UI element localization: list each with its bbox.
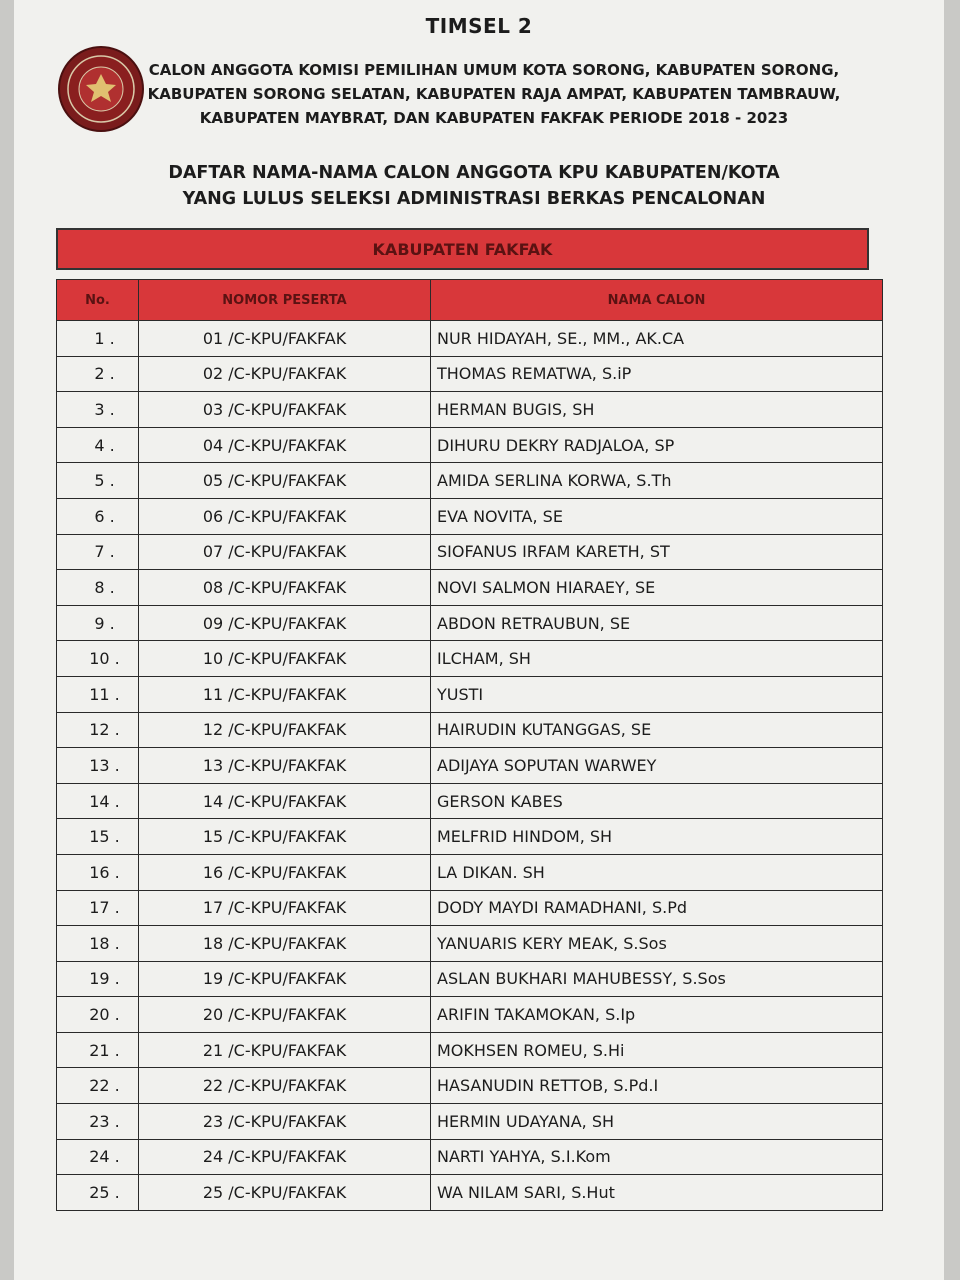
- table-row: [57, 321, 883, 357]
- row-number: 7 .: [57, 534, 139, 570]
- table-row: [57, 926, 883, 962]
- table-row: [57, 498, 883, 534]
- table-row: [57, 641, 883, 677]
- participant-number: 18 /C-KPU/FAKFAK: [139, 926, 431, 962]
- row-number: 5 .: [57, 463, 139, 499]
- candidate-name: LA DIKAN. SH: [431, 854, 883, 890]
- candidate-name: YANUARIS KERY MEAK, S.Sos: [431, 926, 883, 962]
- region-banner: KABUPATEN FAKFAK: [56, 228, 869, 270]
- row-number: 13 .: [57, 748, 139, 784]
- candidate-name: HERMAN BUGIS, SH: [431, 392, 883, 428]
- participant-number: 09 /C-KPU/FAKFAK: [139, 605, 431, 641]
- header-line: CALON ANGGOTA KOMISI PEMILIHAN UMUM KOTA SORONG, KABUPATEN SORONG,: [148, 61, 840, 79]
- row-number: 16 .: [57, 854, 139, 890]
- table-row: [57, 676, 883, 712]
- candidate-name: DIHURU DEKRY RADJALOA, SP: [431, 427, 883, 463]
- table-row: [57, 783, 883, 819]
- participant-number: 24 /C-KPU/FAKFAK: [139, 1139, 431, 1175]
- row-number: 10 .: [57, 641, 139, 677]
- participant-number: 23 /C-KPU/FAKFAK: [139, 1104, 431, 1140]
- participant-number: 06 /C-KPU/FAKFAK: [139, 498, 431, 534]
- list-title: [74, 160, 874, 212]
- row-number: 24 .: [57, 1139, 139, 1175]
- row-number: 9 .: [57, 605, 139, 641]
- column-header-nama-calon: NAMA CALON: [431, 280, 883, 321]
- table-row: [57, 463, 883, 499]
- table-row: [57, 712, 883, 748]
- document-label: TIMSEL 2: [425, 14, 533, 38]
- row-number: 3 .: [57, 392, 139, 428]
- participant-number: 14 /C-KPU/FAKFAK: [139, 783, 431, 819]
- row-number: 19 .: [57, 961, 139, 997]
- title-line: DAFTAR NAMA-NAMA CALON ANGGOTA KPU KABUPATEN/KOTA: [168, 163, 780, 183]
- document-page: [14, 0, 944, 1280]
- candidate-name: NARTI YAHYA, S.I.Kom: [431, 1139, 883, 1175]
- row-number: 2 .: [57, 356, 139, 392]
- candidate-name: ASLAN BUKHARI MAHUBESSY, S.Sos: [431, 961, 883, 997]
- title-line: YANG LULUS SELEKSI ADMINISTRASI BERKAS PENCALONAN: [182, 189, 766, 209]
- candidate-name: ABDON RETRAUBUN, SE: [431, 605, 883, 641]
- participant-number: 16 /C-KPU/FAKFAK: [139, 854, 431, 890]
- table-row: [57, 890, 883, 926]
- participant-number: 17 /C-KPU/FAKFAK: [139, 890, 431, 926]
- row-number: 8 .: [57, 570, 139, 606]
- table-row: [57, 427, 883, 463]
- candidate-name: HASANUDIN RETTOB, S.Pd.I: [431, 1068, 883, 1104]
- candidate-name: THOMAS REMATWA, S.iP: [431, 356, 883, 392]
- participant-number: 21 /C-KPU/FAKFAK: [139, 1032, 431, 1068]
- table-row: [57, 1139, 883, 1175]
- candidate-name: NOVI SALMON HIARAEY, SE: [431, 570, 883, 606]
- candidate-name: EVA NOVITA, SE: [431, 498, 883, 534]
- header-lines: [134, 58, 854, 130]
- participant-number: 04 /C-KPU/FAKFAK: [139, 427, 431, 463]
- row-number: 20 .: [57, 997, 139, 1033]
- row-number: 22 .: [57, 1068, 139, 1104]
- candidate-name: ILCHAM, SH: [431, 641, 883, 677]
- participant-number: 07 /C-KPU/FAKFAK: [139, 534, 431, 570]
- table-row: [57, 854, 883, 890]
- header-line: KABUPATEN MAYBRAT, DAN KABUPATEN FAKFAK PERIODE 2018 - 2023: [199, 109, 789, 127]
- row-number: 12 .: [57, 712, 139, 748]
- participant-number: 12 /C-KPU/FAKFAK: [139, 712, 431, 748]
- candidate-name: HAIRUDIN KUTANGGAS, SE: [431, 712, 883, 748]
- table-row: [57, 392, 883, 428]
- candidate-name: SIOFANUS IRFAM KARETH, ST: [431, 534, 883, 570]
- table-row: [57, 997, 883, 1033]
- column-header-no: No.: [57, 280, 139, 321]
- table-row: [57, 1068, 883, 1104]
- table-row: [57, 961, 883, 997]
- candidate-name: NUR HIDAYAH, SE., MM., AK.CA: [431, 321, 883, 357]
- candidate-name: ADIJAYA SOPUTAN WARWEY: [431, 748, 883, 784]
- table-row: [57, 605, 883, 641]
- candidate-table: [56, 279, 883, 1211]
- participant-number: 15 /C-KPU/FAKFAK: [139, 819, 431, 855]
- row-number: 17 .: [57, 890, 139, 926]
- participant-number: 01 /C-KPU/FAKFAK: [139, 321, 431, 357]
- row-number: 14 .: [57, 783, 139, 819]
- row-number: 15 .: [57, 819, 139, 855]
- table-row: [57, 1175, 883, 1211]
- candidate-name: DODY MAYDI RAMADHANI, S.Pd: [431, 890, 883, 926]
- participant-number: 19 /C-KPU/FAKFAK: [139, 961, 431, 997]
- header-line: KABUPATEN SORONG SELATAN, KABUPATEN RAJA AMPAT, KABUPATEN TAMBRAUW,: [147, 85, 841, 103]
- participant-number: 02 /C-KPU/FAKFAK: [139, 356, 431, 392]
- table-row: [57, 534, 883, 570]
- row-number: 18 .: [57, 926, 139, 962]
- candidate-name: MOKHSEN ROMEU, S.Hi: [431, 1032, 883, 1068]
- participant-number: 08 /C-KPU/FAKFAK: [139, 570, 431, 606]
- kpu-emblem-icon: [58, 46, 144, 132]
- participant-number: 05 /C-KPU/FAKFAK: [139, 463, 431, 499]
- participant-number: 10 /C-KPU/FAKFAK: [139, 641, 431, 677]
- row-number: 6 .: [57, 498, 139, 534]
- table-row: [57, 1032, 883, 1068]
- row-number: 1 .: [57, 321, 139, 357]
- row-number: 21 .: [57, 1032, 139, 1068]
- table-header-row: [57, 280, 883, 321]
- table-row: [57, 356, 883, 392]
- participant-number: 20 /C-KPU/FAKFAK: [139, 997, 431, 1033]
- candidate-name: MELFRID HINDOM, SH: [431, 819, 883, 855]
- row-number: 23 .: [57, 1104, 139, 1140]
- candidate-name: ARIFIN TAKAMOKAN, S.Ip: [431, 997, 883, 1033]
- table-row: [57, 1104, 883, 1140]
- table-row: [57, 748, 883, 784]
- candidate-name: YUSTI: [431, 676, 883, 712]
- participant-number: 22 /C-KPU/FAKFAK: [139, 1068, 431, 1104]
- candidate-name: GERSON KABES: [431, 783, 883, 819]
- participant-number: 03 /C-KPU/FAKFAK: [139, 392, 431, 428]
- participant-number: 13 /C-KPU/FAKFAK: [139, 748, 431, 784]
- table-row: [57, 570, 883, 606]
- participant-number: 25 /C-KPU/FAKFAK: [139, 1175, 431, 1211]
- row-number: 4 .: [57, 427, 139, 463]
- row-number: 11 .: [57, 676, 139, 712]
- candidate-name: HERMIN UDAYANA, SH: [431, 1104, 883, 1140]
- row-number: 25 .: [57, 1175, 139, 1211]
- participant-number: 11 /C-KPU/FAKFAK: [139, 676, 431, 712]
- candidate-name: AMIDA SERLINA KORWA, S.Th: [431, 463, 883, 499]
- table-row: [57, 819, 883, 855]
- column-header-nomor-peserta: NOMOR PESERTA: [139, 280, 431, 321]
- candidate-name: WA NILAM SARI, S.Hut: [431, 1175, 883, 1211]
